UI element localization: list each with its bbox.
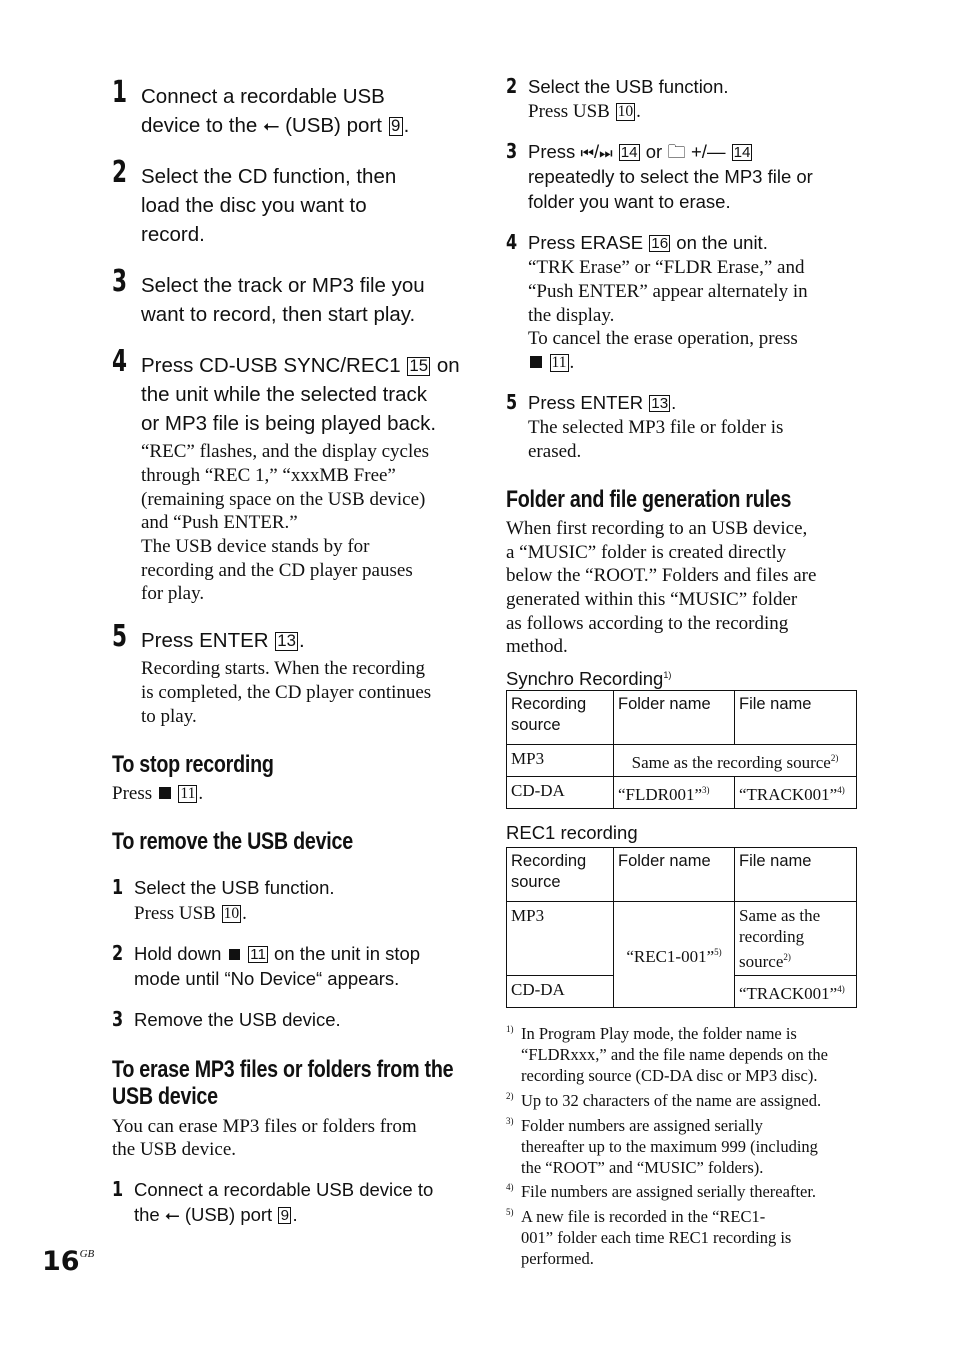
step-text: Hold down 11 on the unit in stop (134, 943, 421, 964)
key-10: 10 (617, 103, 634, 120)
step-number: 1 (112, 875, 124, 899)
footnote-text: thereafter up to the maximum 999 (including (521, 1137, 818, 1156)
step-body: “TRK Erase” or “FLDR Erase,” and (528, 257, 805, 278)
step-text: Select the track or MP3 file you (141, 274, 425, 297)
step-text: Press ERASE 16 on the unit. (528, 232, 768, 253)
step-number: 5 (506, 390, 518, 414)
table-cell: CD-DA (507, 777, 614, 809)
step-text: Select the USB function. (134, 877, 335, 898)
table-header: Recording source (507, 848, 614, 902)
erase-intro: the USB device. (112, 1139, 237, 1160)
table-cell: “TRACK001”$^{4)}$ (735, 777, 857, 809)
key-16: 16 (651, 235, 669, 252)
footnote-text: “FLDRxxx,” and the file name depends on the (521, 1045, 828, 1064)
step-text: Press ⏮/⏭ 14 or 🗀 +/— 14 (528, 141, 751, 162)
step-body: and “Push ENTER.” (141, 512, 298, 533)
step-number: 2 (112, 155, 128, 190)
step-text: or MP3 file is being played back. (141, 412, 437, 435)
key-15: 15 (409, 356, 429, 375)
table-cell: “REC1-001”$^{5)}$ (614, 902, 735, 1008)
stop-recording-text: Press 11 . (112, 783, 204, 804)
key-11: 11 (180, 785, 196, 802)
key-11: 11 (551, 354, 567, 371)
key-14: 14 (620, 144, 638, 161)
step-text: Remove the USB device. (134, 1009, 341, 1030)
usb-icon: ⭠ (164, 1204, 180, 1225)
step-body: Press USB 10 . (528, 101, 641, 122)
step-text: the ⭠ (USB) port 9 . (134, 1204, 298, 1225)
step-number: 3 (112, 264, 128, 299)
key-13: 13 (651, 395, 669, 412)
step-number: 4 (506, 230, 518, 254)
footnote-number: 2) (506, 1091, 514, 1101)
table-cell: Same as the recording source$^{2)}$ (614, 745, 857, 777)
table-header: Folder name (614, 848, 735, 902)
rules-intro: When first recording to an USB device, (506, 518, 808, 539)
footnote-number: 1) (506, 1024, 514, 1034)
table-header: Recording source (507, 691, 614, 745)
step-body: To cancel the erase operation, press (528, 328, 798, 349)
step-body: recording and the CD player pauses (141, 560, 413, 581)
footnote-text: A new file is recorded in the “REC1- (521, 1207, 766, 1226)
footnote-text: performed. (521, 1249, 594, 1268)
key-11: 11 (250, 946, 266, 963)
synchro-table (506, 690, 857, 809)
heading-remove-usb: To remove the USB device (112, 828, 353, 855)
footnote-text: Up to 32 characters of the name are assigned. (521, 1091, 822, 1110)
step-number: 2 (112, 941, 124, 965)
footnote-number: 3) (506, 1116, 514, 1126)
footnote-text: Folder numbers are assigned serially (521, 1116, 763, 1135)
page-number: $16^{GB}$ (42, 1246, 95, 1277)
step-text: Select the USB function. (528, 76, 729, 97)
footnote-text: 001” folder each time REC1 recording is (521, 1228, 792, 1247)
rules-intro: a “MUSIC” folder is created directly (506, 542, 787, 563)
key-9: 9 (278, 1207, 291, 1224)
key-10: 10 (223, 905, 240, 922)
step-text: Connect a recordable USB (141, 85, 385, 108)
step-body: The selected MP3 file or folder is (528, 417, 784, 438)
step-number: 2 (506, 74, 518, 98)
heading-stop-recording: To stop recording (112, 751, 274, 778)
step-text: repeatedly to select the MP3 file or (528, 166, 813, 187)
step-number: 3 (506, 139, 518, 163)
step-text: folder you want to erase. (528, 191, 731, 212)
step-text: Select the CD function, then (141, 165, 397, 188)
footnote-text: the “ROOT” and “MUSIC” folders). (521, 1158, 764, 1177)
footnote-text: In Program Play mode, the folder name is (521, 1024, 797, 1043)
step-body: for play. (141, 583, 205, 604)
key-9: 9 (389, 117, 403, 136)
step-number: 1 (112, 75, 128, 110)
rec1-caption: REC1 recording (506, 822, 638, 843)
step-text: record. (141, 223, 205, 246)
table-cell: Same as the recording source$^{2)}$ (735, 902, 857, 976)
step-text: load the disc you want to (141, 194, 367, 217)
rules-intro: method. (506, 636, 568, 657)
step-text: Press ENTER 13 . (528, 392, 677, 413)
table-header: Folder name (614, 691, 735, 745)
rec1-table (506, 847, 857, 1008)
erase-intro: You can erase MP3 files or folders from (112, 1116, 417, 1137)
step-number: 4 (112, 344, 128, 379)
heading-erase: To erase MP3 files or folders from the (112, 1056, 454, 1083)
step-body: “Push ENTER” appear alternately in (528, 281, 808, 302)
step-body: the display. (528, 305, 615, 326)
stop-icon (229, 949, 240, 960)
table-cell: “FLDR001”$^{3)}$ (614, 777, 735, 809)
heading-folder-rules: Folder and file generation rules (506, 486, 792, 513)
table-cell: MP3 (507, 745, 614, 777)
step-text: Press ENTER 13 . (141, 629, 305, 652)
step-body: Press USB 10 . (134, 903, 247, 924)
next-icon: ⏭ (599, 145, 613, 162)
step-body: (remaining space on the USB device) (141, 489, 426, 510)
step-body: 11 . (528, 351, 574, 375)
step-body: to play. (141, 706, 197, 727)
table-cell: CD-DA (507, 976, 614, 1008)
prev-icon: ⏮ (580, 145, 594, 162)
step-text: Connect a recordable USB device to (134, 1179, 434, 1200)
synchro-caption: Synchro Recording$^{1)}$ (506, 668, 672, 689)
table-header: File name (735, 691, 857, 745)
step-number: 5 (112, 619, 128, 654)
step-body: Recording starts. When the recording (141, 658, 426, 679)
step-body: The USB device stands by for (141, 536, 370, 557)
stop-icon (530, 356, 542, 368)
key-13: 13 (277, 631, 296, 650)
heading-erase-2: USB device (112, 1083, 218, 1110)
stop-icon (159, 787, 171, 799)
table-cell: MP3 (507, 902, 614, 976)
step-text: Press CD-USB SYNC/REC1 15 on (141, 354, 460, 377)
footnote-text: File numbers are assigned serially thereafter. (521, 1182, 817, 1201)
step-text: the unit while the selected track (141, 383, 428, 406)
rules-intro: as follows according to the recording (506, 613, 789, 634)
step-body: “REC” flashes, and the display cycles (141, 441, 430, 462)
step-text: want to record, then start play. (141, 303, 416, 326)
step-body: is completed, the CD player continues (141, 682, 432, 703)
step-text: mode until “No Device“ appears. (134, 968, 400, 989)
footnote-number: 5) (506, 1207, 514, 1217)
rules-intro: generated within this “MUSIC” folder (506, 589, 798, 610)
step-number: 1 (112, 1177, 124, 1201)
usb-icon: ⭠ (262, 114, 280, 137)
table-header: File name (735, 848, 857, 902)
footnote-number: 4) (506, 1182, 514, 1192)
footnote-text: recording source (CD-DA disc or MP3 disc). (521, 1066, 818, 1085)
folder-icon: 🗀 (667, 141, 686, 162)
key-14: 14 (733, 144, 751, 161)
step-body: erased. (528, 441, 582, 462)
step-text-line: device to the ⭠ (USB) port 9 . (141, 114, 410, 137)
rules-intro: below the “ROOT.” Folders and files are (506, 565, 817, 586)
step-number: 3 (112, 1007, 124, 1031)
step-body: through “REC 1,” “xxxMB Free” (141, 465, 396, 486)
table-cell: “TRACK001”$^{4)}$ (735, 976, 857, 1008)
